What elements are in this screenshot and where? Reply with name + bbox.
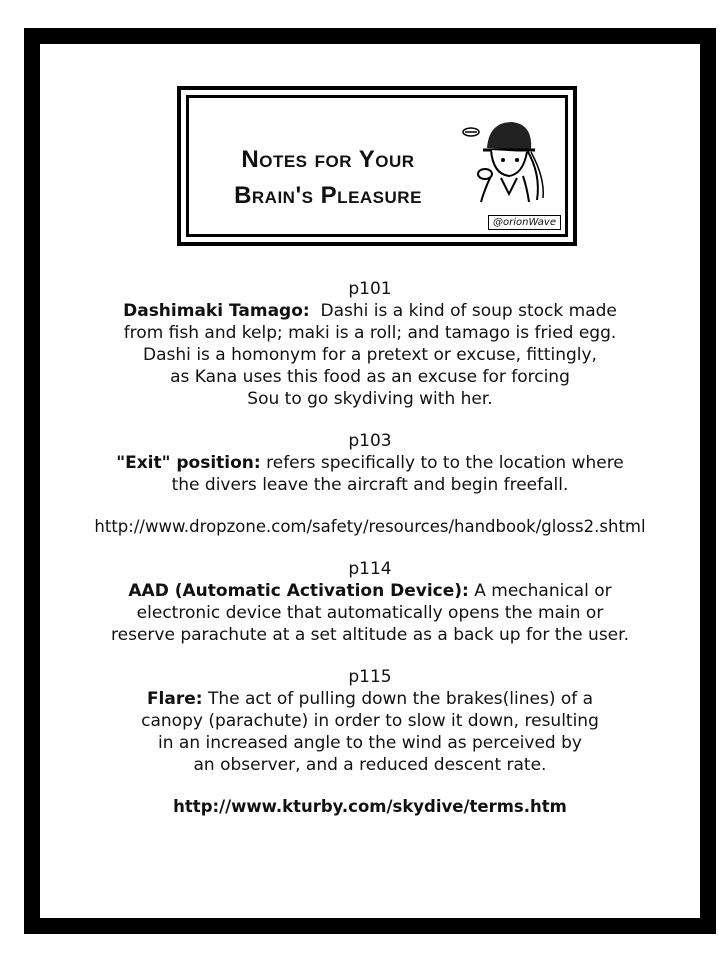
title-line-1: Notes for Your	[241, 146, 415, 173]
note-term: Dashimaki Tamago:	[123, 301, 310, 321]
title-box	[177, 86, 577, 246]
note-line: reserve parachute at a set altitude as a back up for the user.	[111, 625, 629, 645]
note-line: electronic device that automatically opens the main or	[136, 603, 604, 623]
note-section	[40, 666, 700, 776]
note-line	[40, 580, 700, 602]
page-title	[223, 142, 433, 214]
title-line-2: Brain's Pleasure	[234, 182, 422, 209]
note-term: AAD (Automatic Activation Device):	[128, 581, 469, 601]
note-line: canopy (parachute) in order to slow it down, resulting	[141, 711, 599, 731]
mascot-illustration	[457, 108, 547, 203]
note-text: Dashi is a kind of soup stock made	[320, 301, 617, 321]
page-number: p101	[348, 279, 392, 299]
note-term: "Exit" position:	[116, 453, 261, 473]
note-line	[40, 452, 700, 474]
note-line: Sou to go skydiving with her.	[247, 389, 493, 409]
page-number: p114	[348, 559, 392, 579]
note-line: Dashi is a homonym for a pretext or excuse, fittingly,	[143, 345, 597, 365]
note-line: the divers leave the aircraft and begin freefall.	[171, 475, 569, 495]
note-section	[40, 278, 700, 410]
reference-link[interactable]: http://www.kturby.com/skydive/terms.htm	[173, 797, 567, 816]
note-line: in an increased angle to the wind as perceived by	[158, 733, 582, 753]
note-line: as Kana uses this food as an excuse for forcing	[170, 367, 570, 387]
author-credit: @orionWave	[488, 215, 561, 230]
note-line	[40, 300, 700, 322]
page-frame	[24, 28, 716, 934]
note-section	[40, 430, 700, 496]
notes-content	[40, 278, 700, 838]
page-number: p115	[348, 667, 392, 687]
note-term: Flare:	[146, 689, 203, 709]
note-text: refers specifically to to the location where	[266, 453, 624, 473]
note-section	[40, 558, 700, 646]
note-text: A mechanical or	[474, 581, 612, 601]
reference-link[interactable]: http://www.dropzone.com/safety/resources/handbook/gloss2.shtml	[94, 517, 646, 536]
note-line: from fish and kelp; maki is a roll; and tamago is fried egg.	[123, 323, 617, 343]
note-line	[40, 688, 700, 710]
page-number: p103	[348, 431, 392, 451]
note-line: an observer, and a reduced descent rate.	[193, 755, 547, 775]
note-text: The act of pulling down the brakes(lines) of a	[207, 689, 594, 709]
